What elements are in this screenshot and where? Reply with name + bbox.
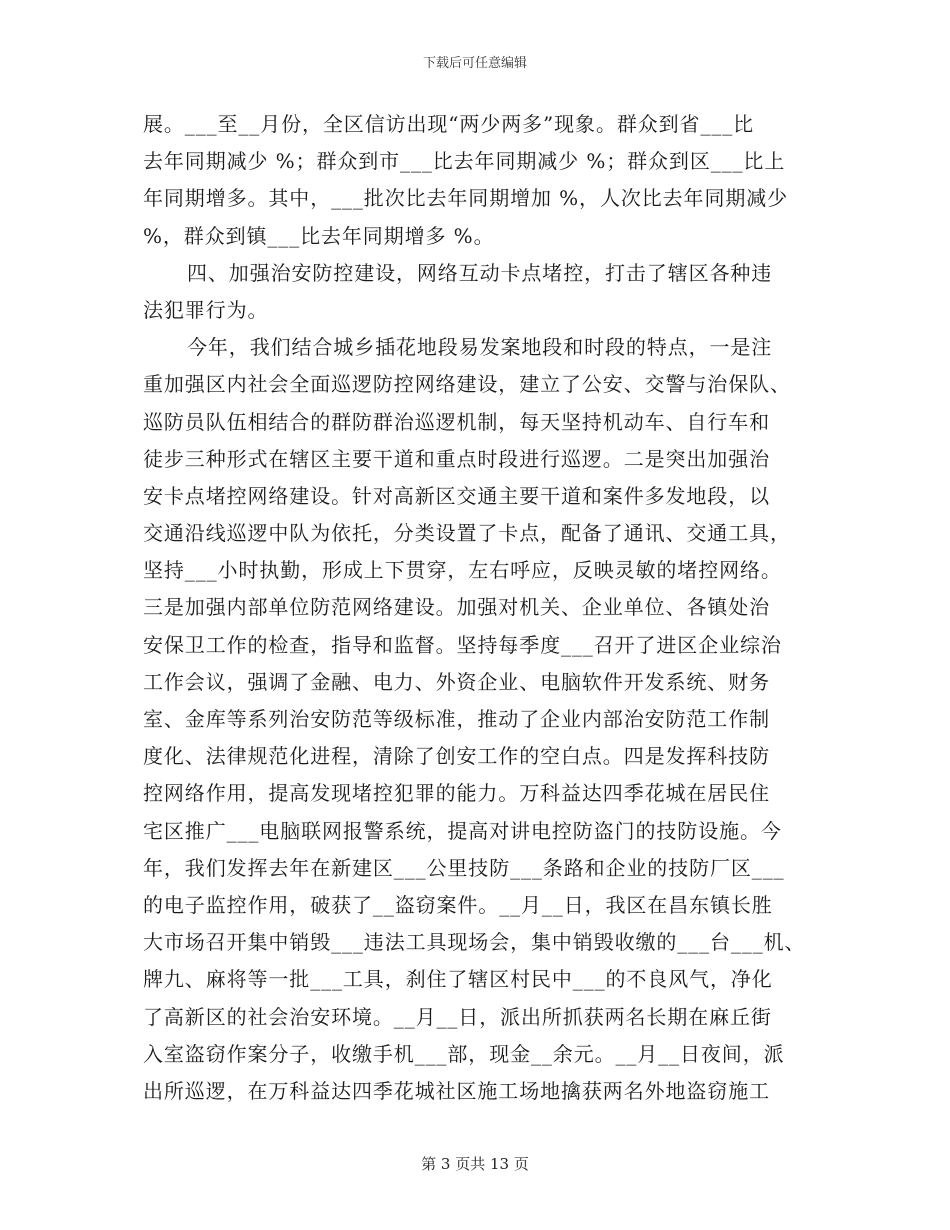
page-footer: 第 3 页共 13 页 — [421, 1155, 529, 1173]
text-line: 徒步三种形式在辖区主要干道和重点时段进行巡逻。二是突出加强治 — [143, 446, 770, 471]
text-line: 的电子监控作用，破获了__盗窃案件。__月__日，我区在昌东镇长胜 — [143, 892, 773, 917]
text-line: 今年，我们结合城乡插花地段易发案地段和时段的特点，一是注 — [187, 335, 773, 360]
text-line: 去年同期减少 %；群众到市___比去年同期减少 %；群众到区___比上 — [143, 149, 786, 174]
text-line: 安保卫工作的检查，指导和监督。坚持每季度___召开了进区企业综治 — [143, 632, 782, 657]
text-line: 安卡点堵控网络建设。针对高新区交通主要干道和案件多发地段，以 — [143, 483, 770, 508]
document-body — [143, 106, 813, 1110]
text-line: 重加强区内社会全面巡逻防控网络建设，建立了公安、交警与治保队、 — [143, 372, 791, 397]
text-line: %，群众到镇___比去年同期增多 %。 — [143, 223, 495, 248]
text-line: 控网络作用，提高发现堵控犯罪的能力。万科益达四季花城在居民住 — [143, 781, 770, 806]
text-line: 牌九、麻将等一批___工具，刹住了辖区村民中___的不良风气，净化 — [143, 967, 773, 992]
text-line: 年同期增多。其中，___批次比去年同期增加 %，人次比去年同期减少 — [143, 186, 789, 211]
text-line: 坚持___小时执勤，形成上下贯穿，左右呼应，反映灵敏的堵控网络。 — [143, 558, 782, 583]
text-line: 展。___至__月份，全区信访出现“两少两多”现象。群众到省___比 — [143, 112, 755, 136]
text-line: 宅区推广___电脑联网报警系统，提高对讲电控防盗门的技防设施。今 — [143, 818, 782, 843]
text-line: 入室盗窃作案分子，收缴手机___部，现金__余元。__月__日夜间，派 — [143, 1041, 785, 1066]
text-line: 大市场召开集中销毁___违法工具现场会，集中销毁收缴的___台___机、 — [143, 930, 806, 955]
page-header: 下载后可任意编辑 — [422, 56, 527, 71]
text-line: 三是加强内部单位防范网络建设。加强对机关、企业单位、各镇处治 — [143, 595, 770, 620]
text-line: 巡防员队伍相结合的群防群治巡逻机制，每天坚持机动车、自行车和 — [143, 409, 770, 434]
text-line: 室、金库等系列治安防范等级标准，推动了企业内部治安防范工作制 — [143, 707, 770, 731]
text-line: 度化、法律规范化进程，清除了创安工作的空白点。四是发挥科技防 — [143, 744, 770, 769]
section-heading-continued: 法犯罪行为。 — [143, 297, 269, 322]
text-line: 了高新区的社会治安环境。__月__日，派出所抓获两名长期在麻丘街 — [143, 1004, 772, 1029]
section-heading: 四、加强治安防控建设，网络互动卡点堵控，打击了辖区各种违 — [187, 260, 773, 285]
text-line: 出所巡逻，在万科益达四季花城社区施工场地擒获两名外地盗窃施工 — [143, 1078, 770, 1103]
text-line: 工作会议，强调了金融、电力、外资企业、电脑软件开发系统、财务 — [143, 669, 770, 694]
text-line: 交通沿线巡逻中队为依托，分类设置了卡点，配备了通讯、交通工具， — [143, 521, 791, 546]
text-line: 年，我们发挥去年在新建区___公里技防___条路和企业的技防厂区___ — [143, 855, 785, 880]
